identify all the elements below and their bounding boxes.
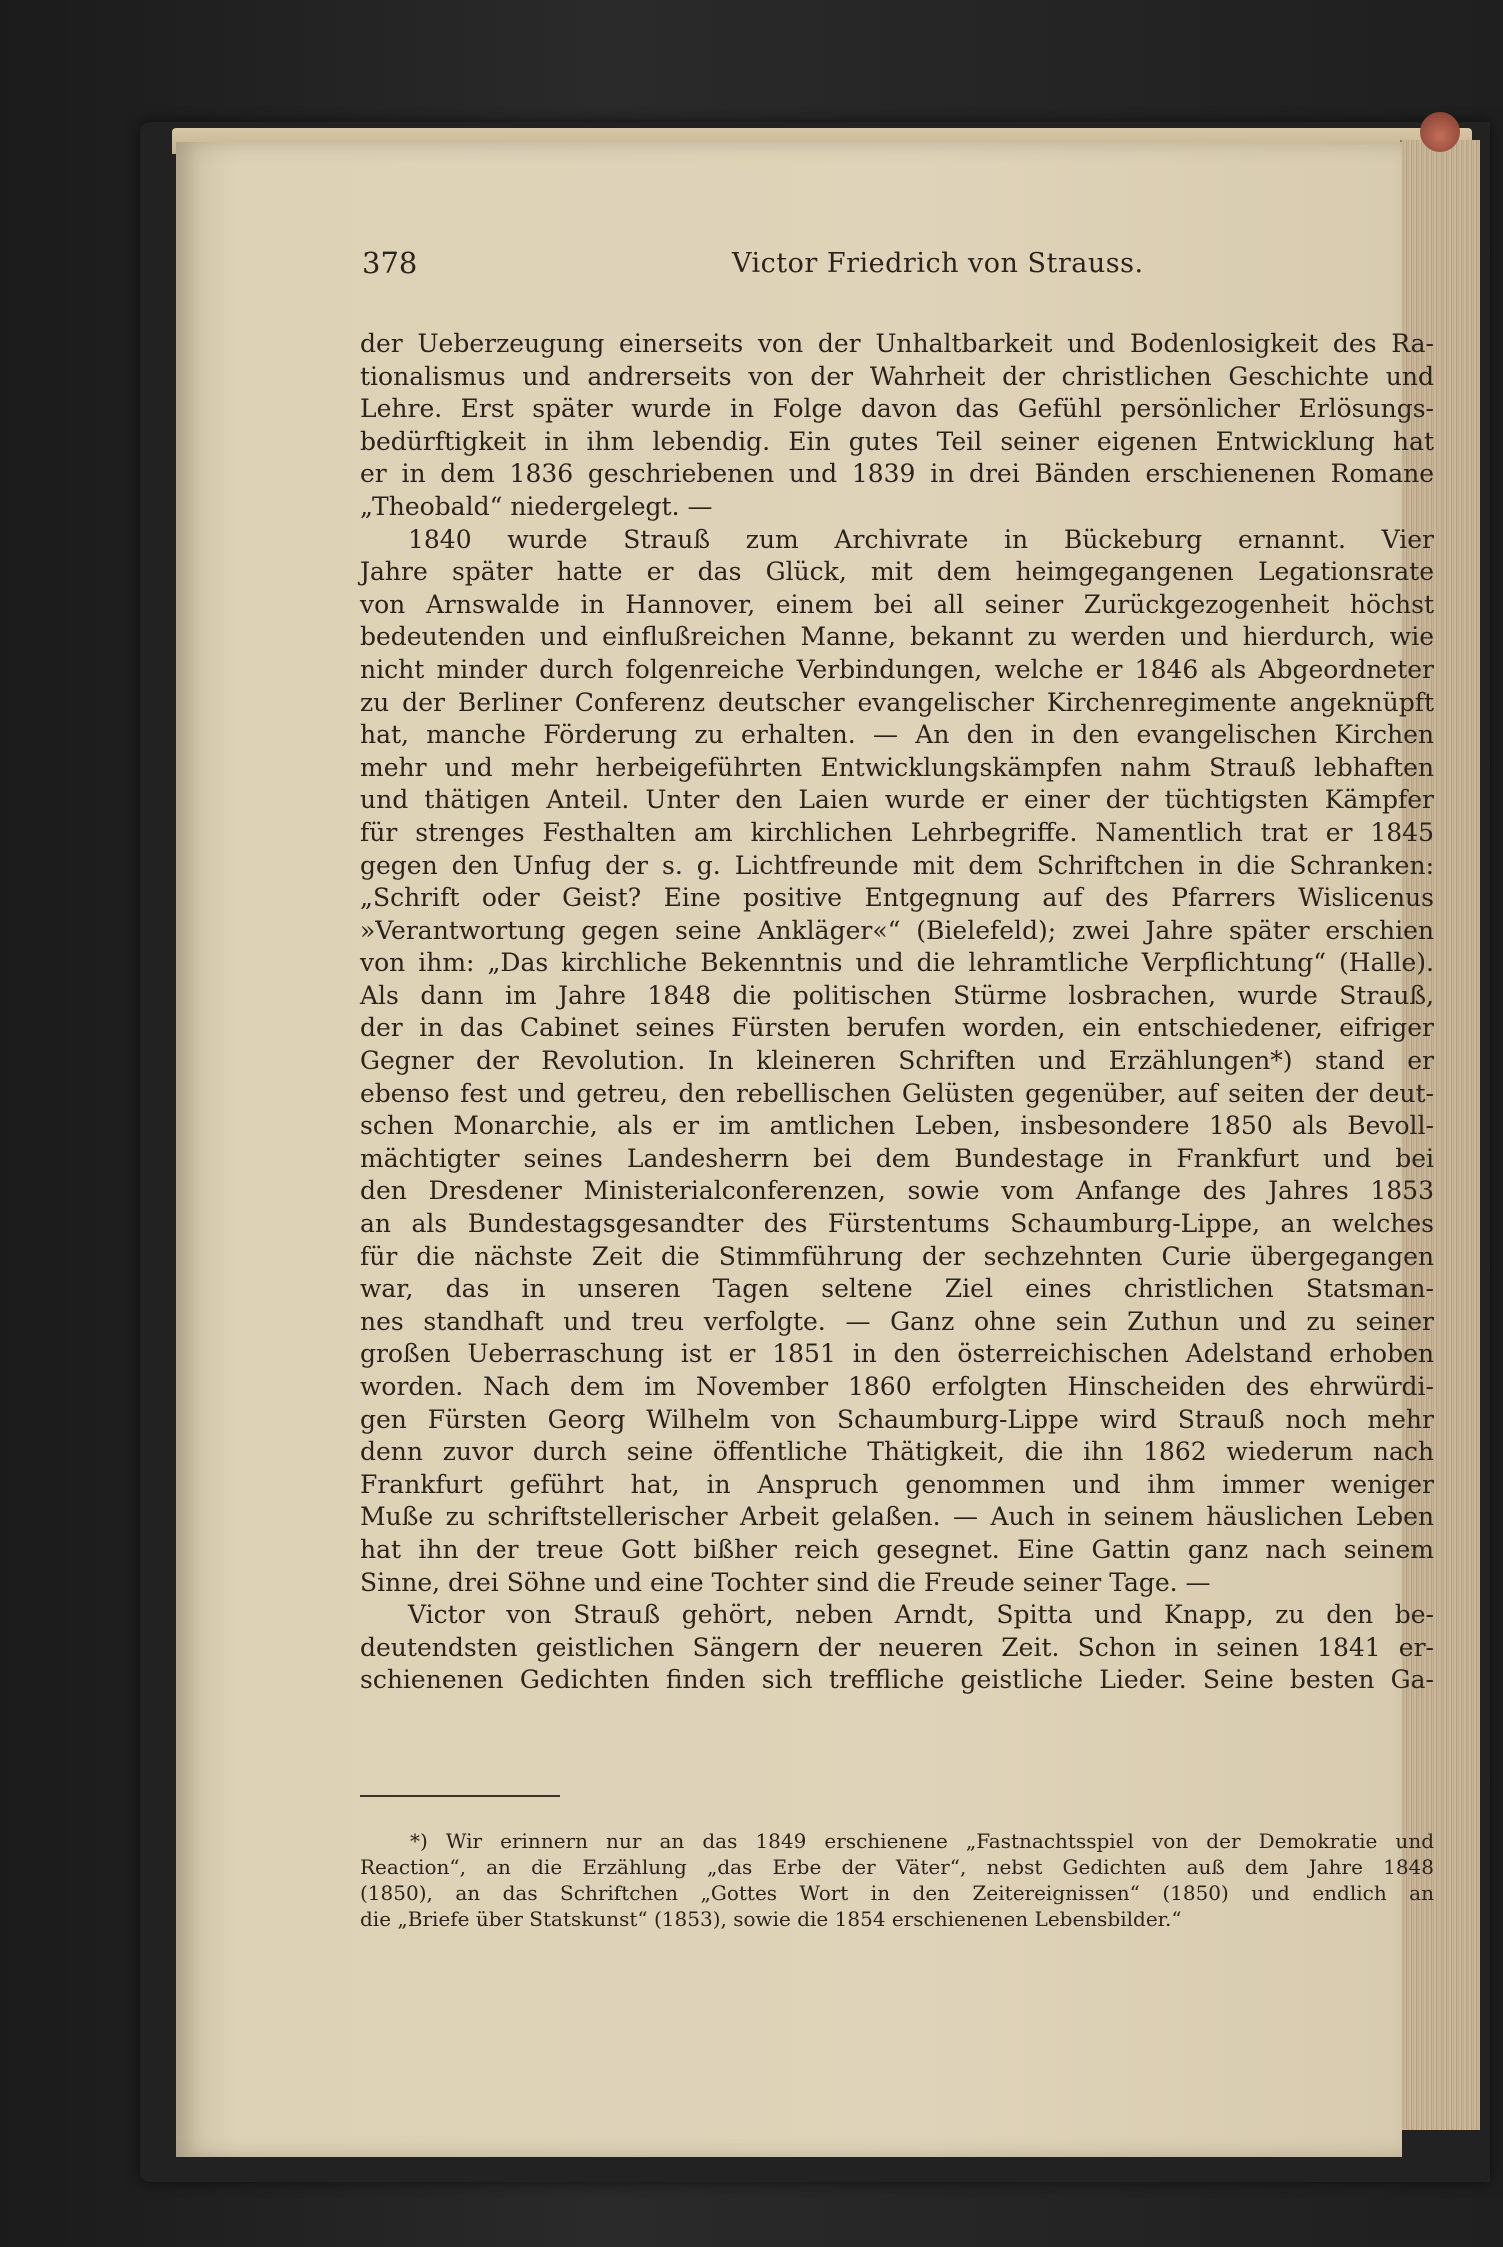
- text-line: hat ihn der treue Gott bißher reich gesegnet. Eine Gattin ganz nach seinem: [360, 1534, 1434, 1564]
- text-line: tionalismus und andrerseits von der Wahrheit der christlichen Geschichte und: [360, 361, 1434, 391]
- text-line: deutendsten geistlichen Sängern der neueren Zeit. Schon in seinen 1841 er-: [360, 1632, 1434, 1662]
- text-line: Als dann im Jahre 1848 die politischen Stürme losbrachen, wurde Strauß,: [360, 980, 1434, 1010]
- text-line: »Verantwortung gegen seine Ankläger«“ (Bielefeld); zwei Jahre später erschien: [360, 915, 1434, 945]
- body-text: [360, 328, 1434, 1697]
- text-line: hat, manche Förderung zu erhalten. — An den in den evangelischen Kirchen: [360, 720, 1434, 750]
- text-line: Jahre später hatte er das Glück, mit dem heimgegangenen Legationsrate: [360, 557, 1434, 587]
- text-line: großen Ueberraschung ist er 1851 in den österreichischen Adelstand erhoben: [360, 1339, 1434, 1369]
- footnote-line: die „Briefe über Statskunst“ (1853), sowie die 1854 erschienenen Lebensbilder.“: [360, 1907, 1182, 1931]
- text-line: denn zuvor durch seine öffentliche Thätigkeit, die ihn 1862 wiederum nach: [360, 1437, 1434, 1467]
- text-line: nicht minder durch folgenreiche Verbindungen, welche er 1846 als Abgeordneter: [360, 654, 1434, 684]
- text-line: bedürftigkeit in ihm lebendig. Ein gutes Teil seiner eigenen Entwicklung hat: [360, 426, 1434, 456]
- text-line: war, das in unseren Tagen seltene Ziel eines christlichen Statsman-: [360, 1274, 1434, 1304]
- footnote-line: *) Wir erinnern nur an das 1849 erschienene „Fastnachtsspiel von der Demokratie und: [410, 1829, 1434, 1853]
- text-line: „Theobald“ niedergelegt. —: [360, 491, 713, 521]
- text-line: mächtigter seines Landesherrn bei dem Bundestage in Frankfurt und bei: [360, 1143, 1434, 1173]
- text-line: Frankfurt geführt hat, in Anspruch genommen und ihm immer weniger: [360, 1469, 1434, 1499]
- text-line: für die nächste Zeit die Stimmführung der sechzehnten Curie übergegangen: [360, 1241, 1434, 1271]
- text-line: der Ueberzeugung einerseits von der Unhaltbarkeit und Bodenlosigkeit des Ra-: [360, 329, 1434, 358]
- text-line: der in das Cabinet seines Fürsten berufen worden, ein entschiedener, eifriger: [360, 1013, 1434, 1043]
- text-line: er in dem 1836 geschriebenen und 1839 in drei Bänden erschienenen Romane: [360, 459, 1434, 489]
- page-header: [362, 246, 1362, 286]
- text-line: zu der Berliner Conferenz deutscher evangelischer Kirchenregimente angeknüpft: [360, 687, 1434, 717]
- bookmark-ribbon-icon: [1420, 112, 1460, 152]
- page-number: 378: [362, 246, 418, 280]
- text-line: mehr und mehr herbeigeführten Entwicklungskämpfen nahm Strauß lebhaften: [360, 752, 1434, 782]
- text-line: Gegner der Revolution. In kleineren Schriften und Erzählungen*) stand er: [360, 1046, 1434, 1076]
- text-line: schen Monarchie, als er im amtlichen Leben, insbesondere 1850 als Bevoll-: [360, 1111, 1434, 1141]
- text-line: Lehre. Erst später wurde in Folge davon das Gefühl persönlicher Erlösungs-: [360, 394, 1434, 424]
- text-line: den Dresdener Ministerialconferenzen, sowie vom Anfange des Jahres 1853: [360, 1176, 1434, 1206]
- text-line: und thätigen Anteil. Unter den Laien wurde er einer der tüchtigsten Kämpfer: [360, 785, 1434, 815]
- text-line: Victor von Strauß gehört, neben Arndt, Spitta und Knapp, zu den be-: [408, 1600, 1434, 1630]
- footnote-rule: [360, 1795, 560, 1797]
- footnote-line: Reaction“, an die Erzählung „das Erbe der Väter“, nebst Gedichten auß dem Jahre 1848: [360, 1855, 1434, 1879]
- text-line: „Schrift oder Geist? Eine positive Entgegnung auf des Pfarrers Wislicenus: [360, 883, 1434, 913]
- text-line: bedeutenden und einflußreichen Manne, bekannt zu werden und hierdurch, wie: [360, 622, 1434, 652]
- text-line: gen Fürsten Georg Wilhelm von Schaumburg-Lippe wird Strauß noch mehr: [360, 1404, 1434, 1434]
- text-line: nes standhaft und treu verfolgte. — Ganz ohne sein Zuthun und zu seiner: [360, 1306, 1434, 1336]
- text-line: gegen den Unfug der s. g. Lichtfreunde mit dem Schriftchen in die Schranken:: [360, 850, 1434, 880]
- text-line: Muße zu schriftstellerischer Arbeit gelaßen. — Auch in seinem häuslichen Leben: [360, 1502, 1434, 1532]
- text-line: an als Bundestagsgesandter des Fürstentums Schaumburg-Lippe, an welches: [360, 1209, 1434, 1239]
- text-line: Sinne, drei Söhne und eine Tochter sind die Freude seiner Tage. —: [360, 1567, 1211, 1597]
- text-line: von ihm: „Das kirchliche Bekenntnis und die lehramtliche Verpflichtung“ (Halle).: [360, 948, 1434, 978]
- footnote-line: (1850), an das Schriftchen „Gottes Wort in den Zeitereignissen“ (1850) und endlich an: [360, 1881, 1434, 1905]
- text-line: worden. Nach dem im November 1860 erfolgten Hinscheiden des ehrwürdi-: [360, 1372, 1434, 1401]
- text-line: von Arnswalde in Hannover, einem bei all seiner Zurückgezogenheit höchst: [360, 589, 1434, 619]
- text-line: für strenges Festhalten am kirchlichen Lehrbegriffe. Namentlich trat er 1845: [360, 817, 1434, 847]
- text-line: schienenen Gedichten finden sich treffliche geistliche Lieder. Seine besten Ga-: [360, 1665, 1434, 1695]
- running-head: Victor Friedrich von Strauss.: [732, 248, 1144, 279]
- footnote: [360, 1828, 1434, 1932]
- text-line: 1840 wurde Strauß zum Archivrate in Bückeburg ernannt. Vier: [408, 524, 1434, 554]
- text-line: ebenso fest und getreu, den rebellischen Gelüsten gegenüber, auf seiten der deut-: [360, 1078, 1434, 1108]
